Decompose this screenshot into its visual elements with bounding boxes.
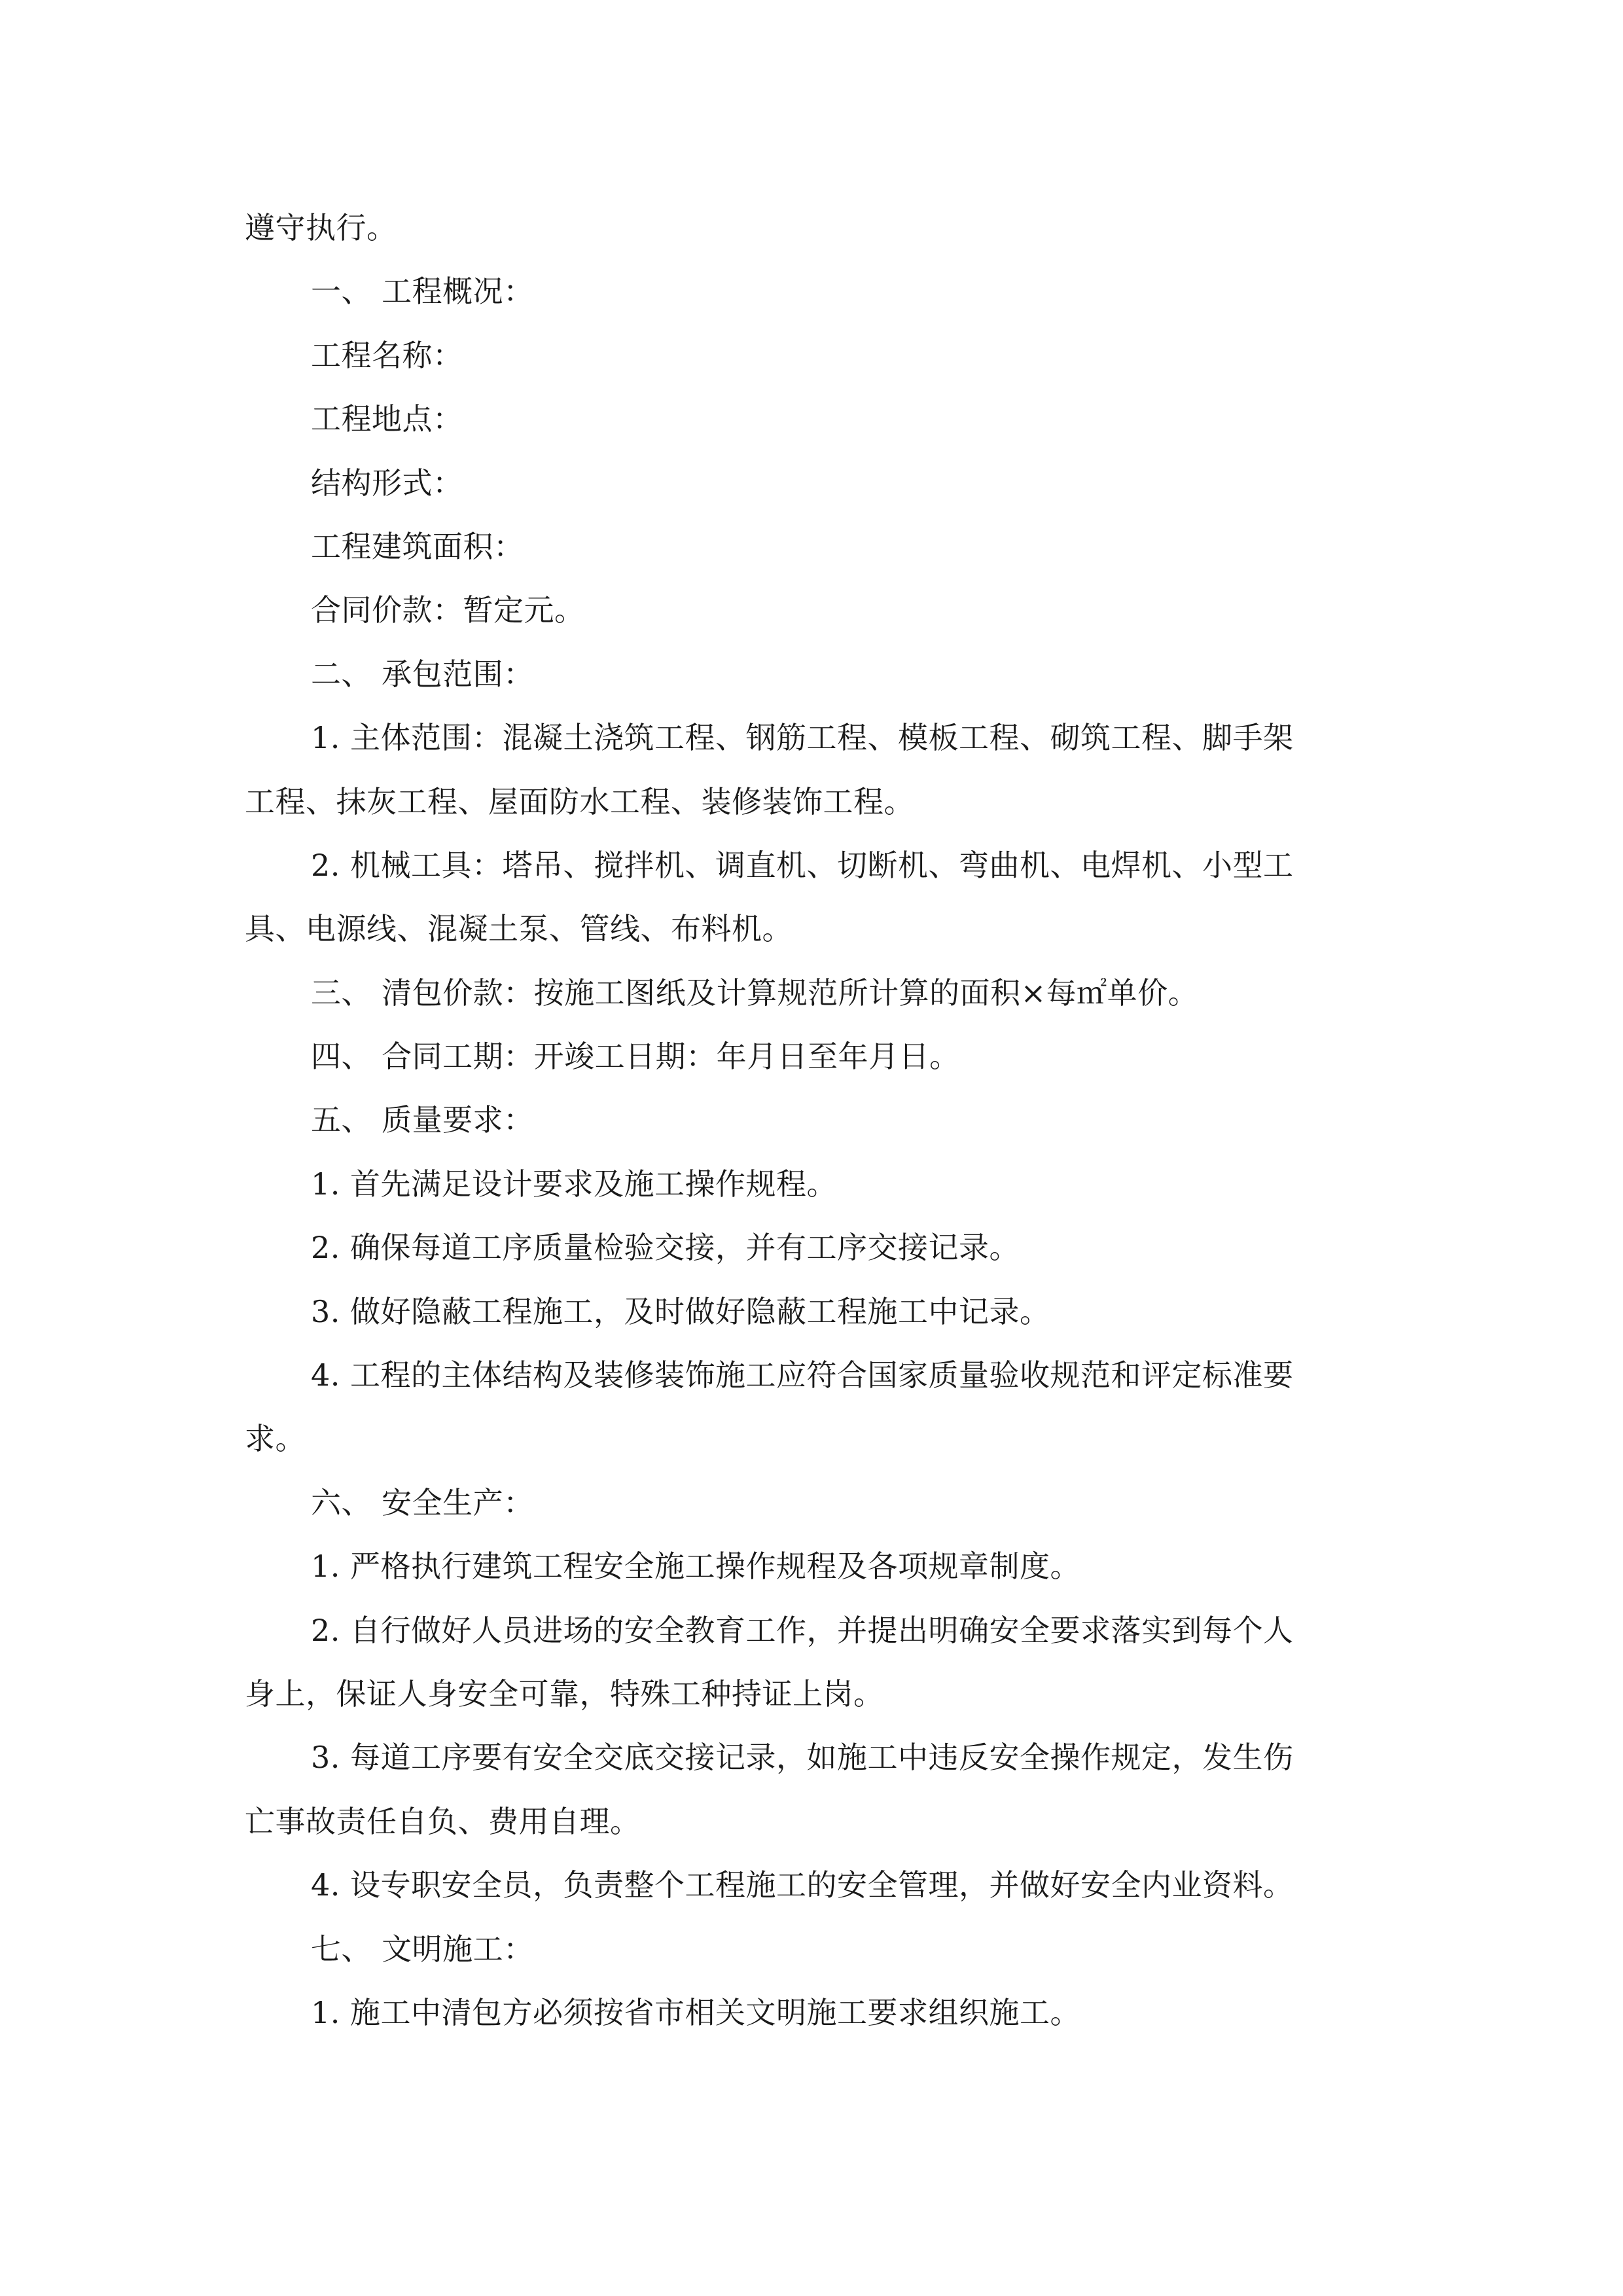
quality-item-2: 2. 确保每道工序质量检验交接，并有工序交接记录。 — [311, 1230, 1020, 1266]
safety-item-1: 1. 严格执行建筑工程安全施工操作规程及各项规章制度。 — [311, 1549, 1081, 1585]
building-area-field: 工程建筑面积： — [311, 528, 524, 564]
quality-item-4-cont: 求。 — [245, 1421, 306, 1457]
project-location-field: 工程地点： — [311, 401, 463, 437]
civilized-item-1: 1. 施工中清包方必须按省市相关文明施工要求组织施工。 — [311, 1994, 1081, 2030]
safety-item-2: 2. 自行做好人员进场的安全教育工作，并提出明确安全要求落实到每个人 — [311, 1612, 1294, 1648]
project-name-field: 工程名称： — [311, 337, 463, 373]
scope-item-2-cont: 具、电源线、混凝土泵、管线、布料机。 — [245, 911, 793, 947]
safety-item-3: 3. 每道工序要有安全交底交接记录，如施工中违反安全操作规定，发生伤 — [311, 1740, 1294, 1776]
contract-price-field: 合同价款：暂定元。 — [311, 592, 585, 628]
document-body — [245, 196, 1380, 2045]
safety-item-3-cont: 亡事故责任自负、费用自理。 — [245, 1803, 641, 1839]
safety-item-4: 4. 设专职安全员，负责整个工程施工的安全管理，并做好安全内业资料。 — [311, 1867, 1294, 1903]
section-heading-overview: 一、 工程概况： — [311, 274, 534, 310]
line-0: 遵守执行。 — [245, 210, 397, 245]
section-heading-scope: 二、 承包范围： — [311, 656, 534, 692]
section-heading-safety: 六、 安全生产： — [311, 1484, 534, 1520]
section-heading-period: 四、 合同工期：开竣工日期：年月日至年月日。 — [311, 1039, 960, 1075]
section-heading-civilized: 七、 文明施工： — [311, 1931, 534, 1967]
section-heading-quality: 五、 质量要求： — [311, 1102, 534, 1138]
scope-item-1: 1. 主体范围：混凝土浇筑工程、钢筋工程、模板工程、砌筑工程、脚手架 — [311, 720, 1294, 756]
scope-item-1-cont: 工程、抹灰工程、屋面防水工程、装修装饰工程。 — [245, 783, 914, 819]
quality-item-1: 1. 首先满足设计要求及施工操作规程。 — [311, 1166, 838, 1202]
scope-item-2: 2. 机械工具：塔吊、搅拌机、调直机、切断机、弯曲机、电焊机、小型工 — [311, 847, 1294, 883]
safety-item-2-cont: 身上，保证人身安全可靠，特殊工种持证上岗。 — [245, 1676, 884, 1712]
quality-item-4: 4. 工程的主体结构及装修装饰施工应符合国家质量验收规范和评定标准要 — [311, 1357, 1294, 1393]
quality-item-3: 3. 做好隐蔽工程施工，及时做好隐蔽工程施工中记录。 — [311, 1293, 1050, 1329]
structure-form-field: 结构形式： — [311, 465, 463, 501]
section-heading-price: 三、 清包价款：按施工图纸及计算规范所计算的面积×每㎡单价。 — [311, 975, 1199, 1011]
